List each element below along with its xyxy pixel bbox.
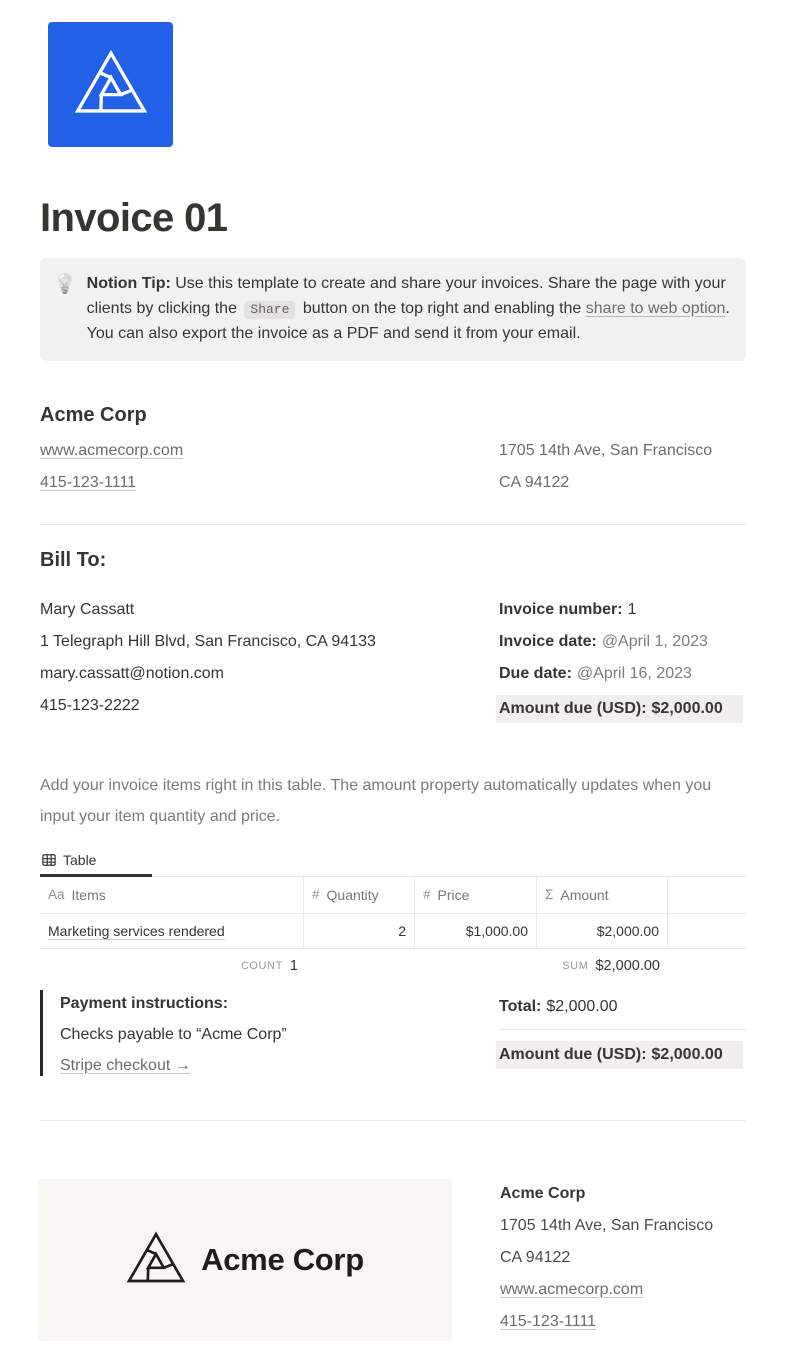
- invoice-number-label: Invoice number:: [499, 600, 623, 618]
- sum-value: $2,000.00: [595, 957, 660, 974]
- section-divider: [40, 524, 746, 525]
- sigma-column-icon: Σ: [545, 887, 554, 902]
- table-view-tab-label: Table: [63, 851, 97, 868]
- bill-to-phone: 415-123-2222: [40, 696, 140, 714]
- payment-section: [40, 990, 746, 1086]
- item-amount-cell[interactable]: $2,000.00: [537, 914, 668, 948]
- footer-website-link[interactable]: www.acmecorp.com: [500, 1280, 644, 1298]
- item-quantity-cell[interactable]: 2: [304, 914, 415, 948]
- penrose-triangle-icon: [74, 48, 148, 122]
- item-name-link[interactable]: Marketing services rendered: [48, 922, 225, 939]
- column-header-items[interactable]: [40, 877, 304, 913]
- notion-page: [0, 22, 794, 1343]
- column-header-quantity[interactable]: [304, 877, 415, 913]
- company-website-link[interactable]: www.acmecorp.com: [40, 441, 184, 459]
- company-address-line2: CA 94122: [499, 473, 570, 491]
- invoice-items-table: [40, 848, 746, 974]
- total-line: [499, 996, 746, 1017]
- callout-segment-1: Use this template to create and share your invoices. Share the page with your clients by clicking the: [86, 275, 726, 317]
- company-name-heading: Acme Corp: [40, 403, 147, 426]
- notion-tip-callout: [40, 258, 746, 361]
- callout-tip-label: Notion Tip:: [86, 275, 171, 292]
- footer-section: [40, 1179, 746, 1343]
- item-name-cell[interactable]: [40, 914, 304, 948]
- footer-company-name: Acme Corp: [500, 1184, 586, 1202]
- callout-text: [87, 272, 730, 347]
- amount-due-total-line: [499, 1041, 746, 1069]
- column-header-price[interactable]: [415, 877, 537, 913]
- count-label: COUNT: [240, 959, 283, 972]
- number-column-icon: #: [423, 887, 431, 902]
- amount-due-line: [499, 695, 746, 723]
- total-label: Total:: [499, 997, 542, 1015]
- company-section: [40, 403, 746, 505]
- footer-brand-image: [38, 1179, 452, 1341]
- share-to-web-link[interactable]: share to web option: [585, 299, 726, 317]
- due-date-label: Due date:: [499, 664, 572, 682]
- amount-due-label: Amount due (USD):: [499, 699, 647, 717]
- callout-segment-3: . You can also export the invoice as a PDF and send it from your email.: [86, 299, 730, 342]
- callout-segment-2: button on the top right and enabling the: [298, 299, 586, 317]
- footer-address-line1: 1705 14th Ave, San Francisco: [500, 1216, 714, 1234]
- totals-divider: [499, 1029, 746, 1030]
- footer-phone-link[interactable]: 415-123-1111: [500, 1312, 597, 1330]
- invoice-number-value: 1: [627, 600, 637, 618]
- amount-due-total-value: $2,000.00: [651, 1045, 723, 1063]
- bill-to-email: mary.cassatt@notion.com: [40, 664, 225, 682]
- share-button-chip: Share: [244, 301, 295, 319]
- item-empty-cell[interactable]: [668, 914, 746, 948]
- items-intro-text: Add your invoice items right in this table. The amount property automatically updates when you input your item quantity and price.: [40, 776, 712, 825]
- bill-to-address: 1 Telegraph Hill Blvd, San Francisco, CA 94133: [40, 632, 376, 650]
- invoice-date-label: Invoice date:: [499, 632, 597, 650]
- payment-instructions-heading: Payment instructions:: [60, 994, 229, 1012]
- column-header-empty[interactable]: [668, 877, 746, 913]
- amount-due-total-label: Amount due (USD):: [499, 1045, 647, 1063]
- amount-due-value: $2,000.00: [651, 699, 723, 717]
- sum-label: SUM: [562, 959, 589, 972]
- count-calc[interactable]: [40, 958, 304, 974]
- penrose-triangle-icon: [126, 1230, 186, 1290]
- column-header-price-label: Price: [437, 886, 470, 903]
- page-title: Invoice 01: [40, 196, 228, 240]
- footer-brand-name: Acme Corp: [201, 1241, 364, 1277]
- payment-instructions-quote: [40, 990, 499, 1076]
- invoice-date-line: [499, 631, 746, 652]
- bill-to-section: [40, 548, 746, 734]
- table-grid-icon: [42, 853, 56, 867]
- total-value: $2,000.00: [546, 997, 618, 1015]
- invoice-date-mention[interactable]: @April 1, 2023: [601, 632, 708, 650]
- payment-instructions-line: Checks payable to “Acme Corp”: [60, 1025, 287, 1043]
- number-column-icon: #: [312, 887, 320, 902]
- table-row: [40, 914, 746, 949]
- footer-contact-column: [452, 1179, 746, 1343]
- due-date-mention[interactable]: @April 16, 2023: [576, 664, 692, 682]
- due-date-line: [499, 663, 746, 684]
- bill-to-name: Mary Cassatt: [40, 600, 135, 618]
- text-column-icon: Aa: [48, 887, 65, 902]
- company-phone-link[interactable]: 415-123-1111: [40, 473, 137, 491]
- stripe-checkout-link[interactable]: Stripe checkout →: [60, 1056, 191, 1074]
- invoice-number-line: [499, 599, 746, 620]
- footer-divider: [40, 1120, 746, 1121]
- table-calc-row: [40, 949, 746, 974]
- page-icon[interactable]: [48, 22, 173, 147]
- item-price-cell[interactable]: $1,000.00: [415, 914, 537, 948]
- column-header-items-label: Items: [71, 886, 106, 903]
- table-header-row: [40, 877, 746, 914]
- lightbulb-icon: 💡: [53, 274, 77, 295]
- sum-calc[interactable]: [537, 958, 668, 974]
- column-header-amount[interactable]: [537, 877, 668, 913]
- company-address-line1: 1705 14th Ave, San Francisco: [499, 441, 713, 459]
- table-view-tab[interactable]: [40, 848, 746, 877]
- column-header-amount-label: Amount: [560, 886, 609, 903]
- bill-to-heading: Bill To:: [40, 548, 107, 571]
- count-value: 1: [289, 957, 298, 974]
- footer-address-line2: CA 94122: [500, 1248, 571, 1266]
- column-header-quantity-label: Quantity: [326, 886, 379, 903]
